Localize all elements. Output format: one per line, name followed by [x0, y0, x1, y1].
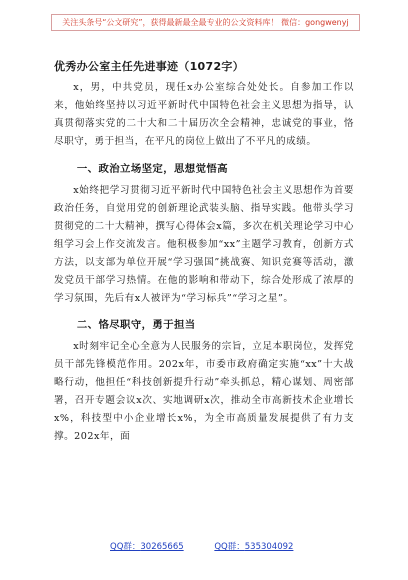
footer-contact [110, 540, 310, 554]
section-heading-1: 一、政治立场坚定，思想觉悟高 [76, 163, 228, 175]
qq-group-2-number: 535304092 [244, 542, 294, 552]
qq-group-2-label: QQ群： [214, 542, 245, 552]
qq-group-1 [110, 540, 184, 552]
document-body [54, 79, 354, 446]
section-heading-2: 二、恪尽职守，勇于担当 [76, 319, 196, 331]
promo-banner: 关注头条号“公文研究”，获得最新最全最专业的公文资料库！ 微信：gongwenyj [51, 14, 360, 31]
qq-group-1-number: 30265665 [140, 542, 184, 552]
intro-paragraph: x，男，中共党员，现任x办公室综合处处长。自参加工作以来，他始终坚持以习近平新时代中国特色社会主义思想为指导，认真贯彻落实党的二十大和二十届历次全会精神，忠诚党的事业，恪尽职守，勇于担当，在平凡的岗位上做出了不平凡的成绩。 [54, 82, 354, 147]
section-paragraph-1: x始终把学习贯彻习近平新时代中国特色社会主义思想作为首要政治任务，自觉用党的创新理论武装头脑、指导实践。他带头学习贯彻党的二十大精神，撰写心得体会x篇，多次在机关理论学习中心组学习会上作交流发言。他积极参加“xx”主题学习教育，创新方式方法，以支部为单位开展“学习强国”挑战赛、知识竞赛等活动，激发党员干部学习热情。在他的影响和带动下，综合处形成了浓厚的学习氛围，先后有x人被评为“学习标兵”“学习之星”。 [54, 185, 354, 304]
qq-group-1-label: QQ群： [110, 542, 141, 552]
document-title: 优秀办公室主任先进事迹（1072字） [54, 60, 245, 73]
qq-group-2 [214, 540, 293, 552]
section-paragraph-2: x时刻牢记全心全意为人民服务的宗旨，立足本职岗位，发挥党员干部先锋模范作用。202x年，市委市政府确定实施“xx”十大战略行动，他担任“科技创新提升行动”牵头抓总，精心谋划、周密部署，召开专题会议x次、实地调研x次，推动全市高新技术企业增长x%，科技型中小企业增长x%，为全市高质量发展提供了有力支撑。202x年，面 [54, 341, 354, 442]
